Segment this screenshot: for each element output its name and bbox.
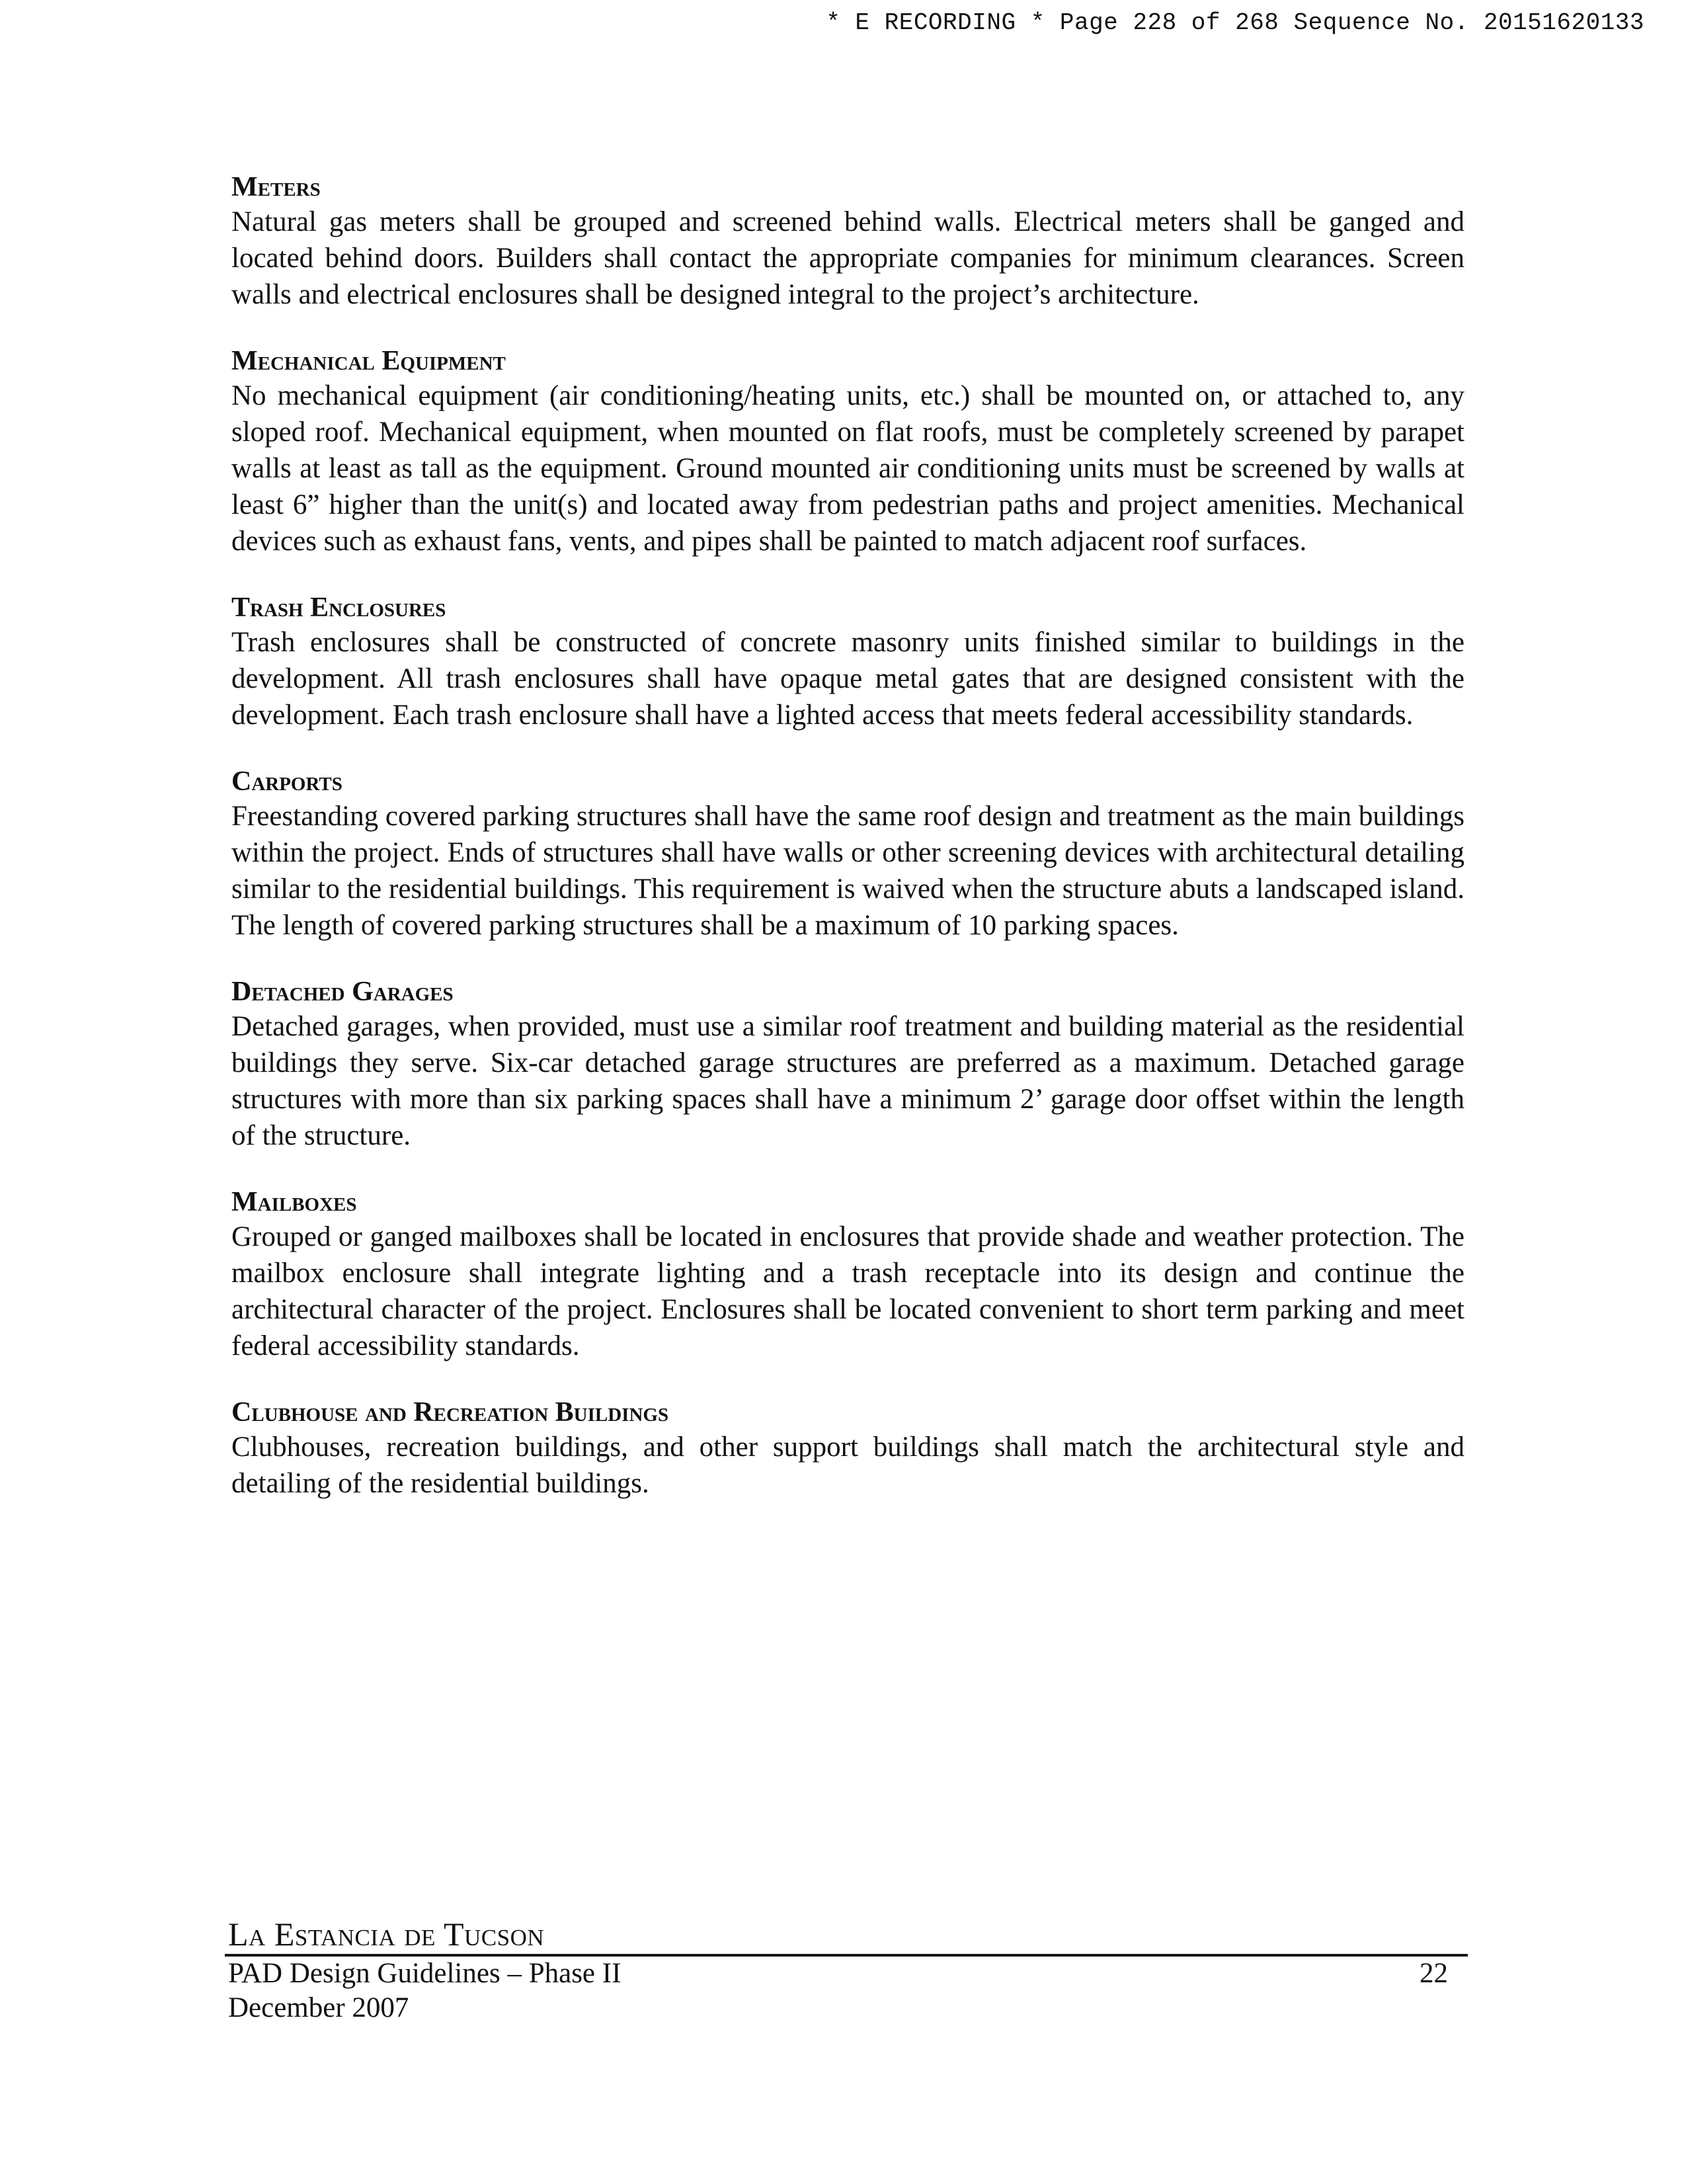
section-heading: Carports (231, 766, 342, 797)
section-heading: Detached Garages (231, 977, 454, 1007)
section-heading: Mailboxes (231, 1187, 357, 1217)
footer-project-title: La Estancia de Tucson (228, 1916, 545, 1953)
page-body (231, 171, 1464, 1533)
section-mailboxes (231, 1186, 1464, 1364)
section-paragraph: No mechanical equipment (air conditioning/heating units, etc.) shall be mounted on, or attached to, any sloped roof. Mechanical equipment, when mounted on flat roofs, must be completely screened by parapet walls at least as tall as the equipment. Ground mounted air conditioning units must be screened by walls at least 6” higher than the unit(s) and located away from pedestrian paths and project amenities. Mechanical devices such as exhaust fans, vents, and pipes shall be painted to match adjacent roof surfaces. (231, 380, 1464, 557)
footer-row (225, 1957, 1468, 1991)
section-paragraph: Freestanding covered parking structures shall have the same roof design and treatment as the main buildings within the project. Ends of structures shall have walls or other screening devices with architectural detailing similar to the residential buildings. This requirement is waived when the structure abuts a landscaped island. The length of covered parking structures shall be a maximum of 10 parking spaces. (231, 801, 1464, 941)
section-carports (231, 765, 1464, 944)
section-paragraph: Detached garages, when provided, must use a similar roof treatment and building material as the residential buildings they serve. Six-car detached garage structures are preferred as a maximum. Detached garage structures with more than six parking spaces shall have a minimum 2’ garage door offset within the length of the structure. (231, 1011, 1464, 1151)
page-number: 22 (1420, 1958, 1448, 1989)
section-paragraph: Natural gas meters shall be grouped and screened behind walls. Electrical meters shall be ganged and located behind doors. Builders shall contact the appropriate companies for minimum clearances. Screen walls and electrical enclosures shall be designed integral to the project’s architecture. (231, 206, 1464, 310)
section-trash-enclosures (231, 591, 1464, 733)
footer-subtitle: PAD Design Guidelines – Phase II (228, 1958, 621, 1989)
section-clubhouse-recreation (231, 1396, 1464, 1502)
recording-stamp: * E RECORDING * Page 228 of 268 Sequence No. 20151620133 (826, 9, 1644, 36)
section-paragraph: Clubhouses, recreation buildings, and other support buildings shall match the architectural style and detailing of the residential buildings. (231, 1432, 1464, 1499)
section-heading: Meters (231, 172, 321, 202)
section-meters (231, 171, 1464, 313)
section-heading: Trash Enclosures (231, 592, 446, 623)
section-detached-garages (231, 975, 1464, 1154)
section-heading: Mechanical Equipment (231, 346, 506, 376)
section-paragraph: Grouped or ganged mailboxes shall be located in enclosures that provide shade and weather protection. The mailbox enclosure shall integrate lighting and a trash receptacle into its design and continue the architectural character of the project. Enclosures shall be located convenient to short term parking and meet federal accessibility standards. (231, 1221, 1464, 1361)
section-mechanical-equipment (231, 344, 1464, 559)
section-heading: Clubhouse and Recreation Buildings (231, 1397, 669, 1428)
page-footer (225, 1914, 1468, 2025)
section-paragraph: Trash enclosures shall be constructed of concrete masonry units finished similar to buildings in the development. All trash enclosures shall have opaque metal gates that are designed consistent with the development. Each trash enclosure shall have a lighted access that meets federal accessibility standards. (231, 627, 1464, 731)
footer-date: December 2007 (228, 1992, 409, 2023)
